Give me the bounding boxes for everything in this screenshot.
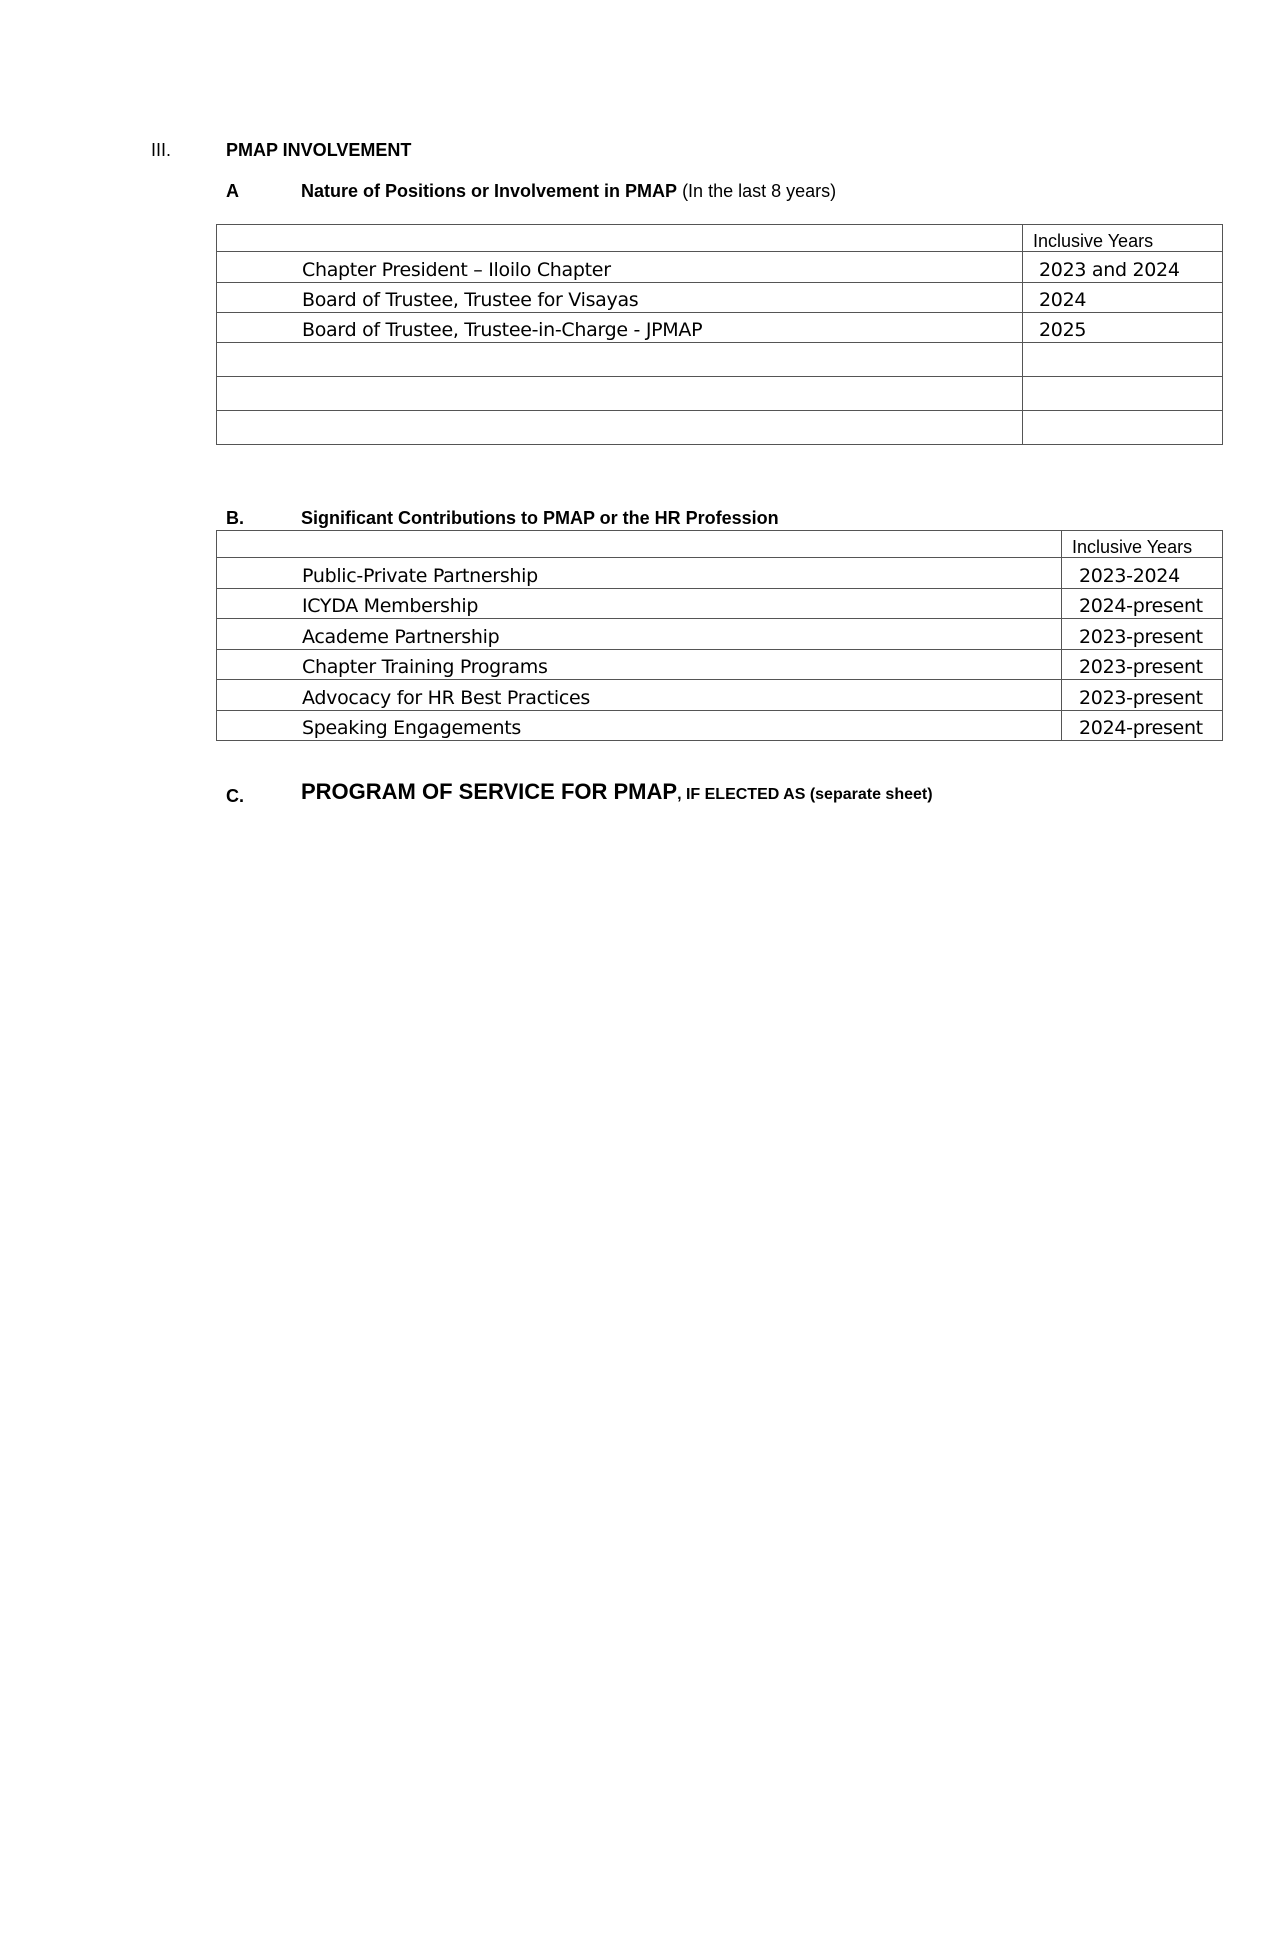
table-row [217,558,1223,589]
part-a-letter: A [226,181,239,201]
contribution-cell: Chapter Training Programs [217,650,1062,680]
part-c-letter: C. [226,786,244,806]
section-title: PMAP INVOLVEMENT [226,140,412,160]
contribution-cell: Advocacy for HR Best Practices [217,680,1062,711]
part-c-title: PROGRAM OF SERVICE FOR PMAP [301,779,678,804]
position-cell [217,377,1023,411]
contribution-cell: ICYDA Membership [217,589,1062,619]
table-header-row [217,531,1223,558]
contribution-cell: Speaking Engagements [217,711,1062,741]
table-row [217,650,1223,680]
position-cell: Chapter President – Iloilo Chapter [217,252,1023,283]
years-cell: 2023-present [1062,619,1223,650]
contribution-cell: Public-Private Partnership [217,558,1062,589]
years-cell: 2023 and 2024 [1023,252,1223,283]
position-cell: Board of Trustee, Trustee for Visayas [217,283,1023,313]
positions-table [216,224,1223,445]
table-row [217,252,1223,283]
table-header-row [217,225,1223,252]
table-row [217,711,1223,741]
position-cell [217,411,1023,445]
contribution-cell: Academe Partnership [217,619,1062,650]
position-cell [217,343,1023,377]
table-row [217,680,1223,711]
table-row [217,283,1223,313]
section-numeral: III. [151,140,172,160]
header-years-cell: Inclusive Years [1062,531,1223,558]
years-cell [1023,411,1223,445]
years-cell [1023,377,1223,411]
years-cell: 2024 [1023,283,1223,313]
position-cell: Board of Trustee, Trustee-in-Charge - JPMAP [217,313,1023,343]
part-a-note: (In the last 8 years) [677,181,837,201]
header-item-cell [217,225,1023,252]
years-cell: 2024-present [1062,711,1223,741]
table-row [217,619,1223,650]
table-row [217,589,1223,619]
years-cell: 2023-present [1062,650,1223,680]
part-b-letter: B. [226,508,244,528]
contributions-table [216,530,1223,741]
table-row [217,377,1223,411]
years-cell: 2023-2024 [1062,558,1223,589]
part-c-heading [301,779,933,805]
part-b-title: Significant Contributions to PMAP or the HR Profession [301,508,779,528]
part-a-title: Nature of Positions or Involvement in PMAP [301,181,678,201]
header-years-cell: Inclusive Years [1023,225,1223,252]
table-row [217,313,1223,343]
part-a-heading [301,181,836,202]
table-row [217,343,1223,377]
years-cell: 2025 [1023,313,1223,343]
years-cell [1023,343,1223,377]
part-c-suffix: , IF ELECTED AS (separate sheet) [677,786,933,803]
header-item-cell [217,531,1062,558]
years-cell: 2024-present [1062,589,1223,619]
years-cell: 2023-present [1062,680,1223,711]
table-row [217,411,1223,445]
